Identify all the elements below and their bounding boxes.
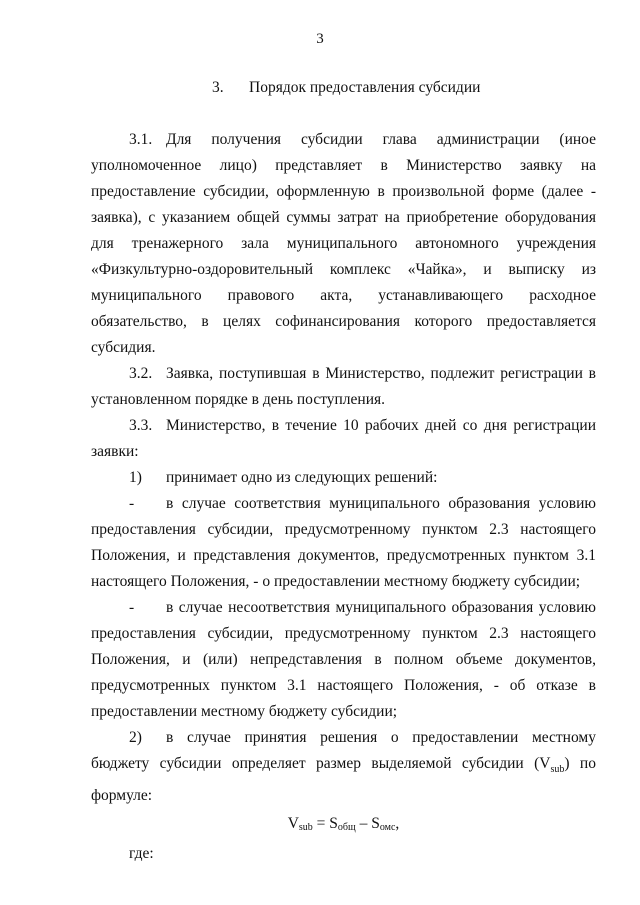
- document-body: [91, 127, 596, 867]
- list-text-tail: ) по формуле:: [91, 755, 596, 805]
- formula: [91, 811, 596, 837]
- paragraph-3-3: [91, 413, 596, 465]
- list-number: 1): [129, 469, 142, 486]
- list-text: принимает одно из следующих решений:: [166, 469, 438, 486]
- section-heading: [212, 79, 480, 97]
- formula-s1-sub: общ: [337, 822, 356, 834]
- dash-marker: -: [129, 495, 135, 512]
- formula-eq: = S: [312, 815, 338, 833]
- subscript: sub: [550, 764, 565, 776]
- page-number: 3: [316, 31, 324, 47]
- dash-item-1: [91, 491, 596, 595]
- list-text: в случае принятия решения о предоставлении местному бюджету субсидии определяет размер выделяемой субсидии (V: [91, 729, 596, 772]
- clause-text: Заявка, поступившая в Министерство, подлежит регистрации в установленном порядке в день поступления.: [91, 365, 596, 408]
- list-item-2: [91, 725, 596, 809]
- dash-text: в случае соответствия муниципального образования условию предоставления субсидии, предусмотренному пунктом 2.3 настоящего Положения, и представления документов, предусмотренных пунктом 3.1 настоящего Положения, - о предоставлении местному бюджету субсидии;: [91, 495, 596, 590]
- clause-number: 3.1.: [129, 131, 153, 148]
- paragraph-3-2: [91, 361, 596, 413]
- formula-v-sub: sub: [298, 822, 313, 834]
- dash-item-2: [91, 595, 596, 725]
- formula-s2-sub: омс: [379, 822, 396, 834]
- clause-text: Министерство, в течение 10 рабочих дней со дня регистрации заявки:: [91, 417, 596, 460]
- formula-minus: – S: [355, 815, 380, 833]
- dash-marker: -: [129, 599, 135, 616]
- list-number: 2): [129, 729, 142, 746]
- clause-text: Для получения субсидии глава администрации (иное уполномоченное лицо) представляет в Министерство заявку на предоставление субсидии, оформленную в произвольной форме (далее - заявка), с указанием общей суммы затрат на приобретение оборудования для тренажерного зала муниципального автономного учреждения «Физкультурно-оздоровительный комплекс «Чайка», и выписку из муниципального правового акта, устанавливающего расходное обязательство, в целях софинансирования которого предоставляется субсидия.: [91, 131, 596, 356]
- where-label: где:: [129, 845, 154, 863]
- clause-number: 3.3.: [129, 417, 153, 434]
- paragraph-3-1: [91, 127, 596, 361]
- dash-text: в случае несоответствия муниципального образования условию предоставления субсидии, предусмотренному пунктом 2.3 настоящего Положения, и (или) непредставления в полном объеме документов, предусмотренных пунктом 3.1 настоящего Положения, - об отказе в предоставлении местному бюджету субсидии;: [91, 599, 596, 720]
- list-item-1: [91, 465, 596, 491]
- clause-number: 3.2.: [129, 365, 153, 382]
- section-number: 3.: [212, 79, 224, 96]
- formula-tail: ,: [395, 815, 400, 833]
- formula-v: V: [287, 815, 299, 833]
- section-title: Порядок предоставления субсидии: [249, 79, 481, 96]
